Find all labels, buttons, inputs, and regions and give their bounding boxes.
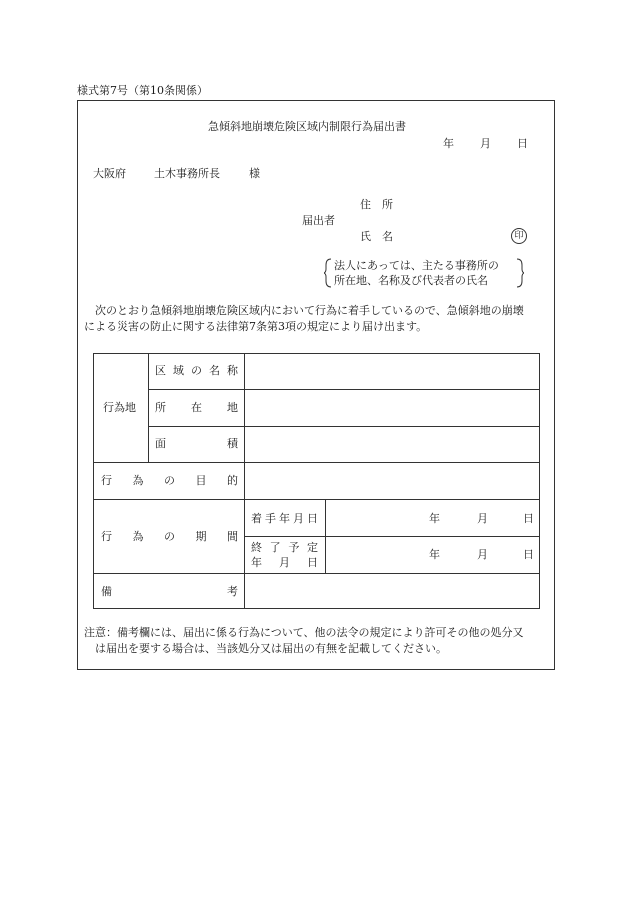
corp-note (324, 258, 524, 288)
label-char: 行 (101, 530, 112, 543)
end-year: 年 (429, 548, 440, 561)
addressee-office: 土木事務所長 (154, 167, 220, 180)
label-char: 所 (155, 401, 166, 414)
label-char: 終 (251, 541, 262, 554)
start-month: 月 (477, 512, 488, 525)
remarks-label-b: 考 (227, 585, 238, 598)
label-char: 的 (227, 474, 238, 487)
label-char: の (191, 364, 202, 377)
label-char: 手 (265, 512, 276, 525)
label-char: 間 (227, 530, 238, 543)
body-line1: 次のとおり急傾斜地崩壊危険区域内において行為に着手しているので、急傾斜地の崩壊 (84, 304, 524, 317)
address-label: 住 所 (360, 198, 393, 211)
label-char: 了 (269, 541, 281, 554)
purpose-label (101, 474, 238, 487)
date-month: 月 (480, 137, 491, 150)
start-date-label (251, 512, 318, 525)
label-char: 期 (195, 530, 207, 543)
label-char: 地 (227, 401, 238, 414)
col-line (244, 353, 245, 609)
corp-note-line1: 法人にあっては、主たる事務所の (334, 259, 499, 272)
body-line2: による災害の防止に関する法律第7条第3項の規定により届け出ます。 (84, 320, 428, 333)
row-line (93, 573, 540, 574)
label-char: 行 (101, 474, 112, 487)
end-day: 日 (523, 548, 534, 561)
label-char: 月 (293, 512, 304, 525)
label-char: 予 (288, 541, 300, 554)
row-line (148, 389, 540, 390)
label-char: の (164, 530, 175, 543)
area-name-label (155, 364, 238, 377)
end-planned-label (251, 541, 318, 554)
label-char: 年 (251, 556, 262, 569)
form-number: 様式第7号（第10条関係） (77, 84, 208, 97)
row-line (93, 499, 540, 500)
form-title: 急傾斜地崩壊危険区域内制限行為届出書 (208, 120, 406, 133)
label-char: 積 (227, 437, 238, 450)
end-month: 月 (477, 548, 488, 561)
label-char: の (164, 474, 175, 487)
corp-note-line2: 所在地、名称及び代表者の氏名 (334, 274, 488, 287)
label-char: 在 (191, 401, 202, 414)
end-ymd-label (251, 556, 318, 569)
label-char: 為 (132, 474, 144, 487)
label-char: 為 (132, 530, 144, 543)
seal-mark: 印 (511, 228, 527, 244)
row-line (148, 426, 540, 427)
area-label (155, 437, 238, 450)
col-line (148, 353, 149, 462)
label-char: 日 (307, 512, 318, 525)
date-day: 日 (517, 137, 528, 150)
period-label (101, 530, 238, 543)
label-char: 区 (155, 364, 166, 377)
label-char: 目 (195, 474, 207, 487)
label-char: 月 (279, 556, 290, 569)
applicant-label: 届出者 (302, 214, 335, 227)
label-char: 日 (307, 556, 318, 569)
note-line1: 注意：備考欄には、届出に係る行為について、他の法令の規定により許可その他の処分又 (84, 626, 524, 639)
label-char: 定 (306, 541, 318, 554)
row-line (244, 536, 540, 537)
name-label: 氏 名 (360, 230, 393, 243)
label-char: 域 (173, 364, 184, 377)
label-char: 年 (279, 512, 290, 525)
label-char: 名 (209, 364, 220, 377)
label-char: 称 (227, 364, 238, 377)
start-day: 日 (523, 512, 534, 525)
remarks-label-a: 備 (101, 585, 112, 598)
location-label (155, 401, 238, 414)
row-line (93, 462, 540, 463)
label-char: 面 (155, 437, 166, 450)
date-year: 年 (443, 137, 454, 150)
site-label: 行為地 (103, 401, 136, 414)
col-line (325, 499, 326, 573)
start-year: 年 (429, 512, 440, 525)
label-char: 着 (251, 512, 262, 525)
note-line2: は届出を要する場合は、当該処分又は届出の有無を記載してください。 (84, 642, 447, 655)
addressee-pref: 大阪府 (93, 167, 126, 180)
addressee-honorific: 様 (249, 167, 260, 180)
